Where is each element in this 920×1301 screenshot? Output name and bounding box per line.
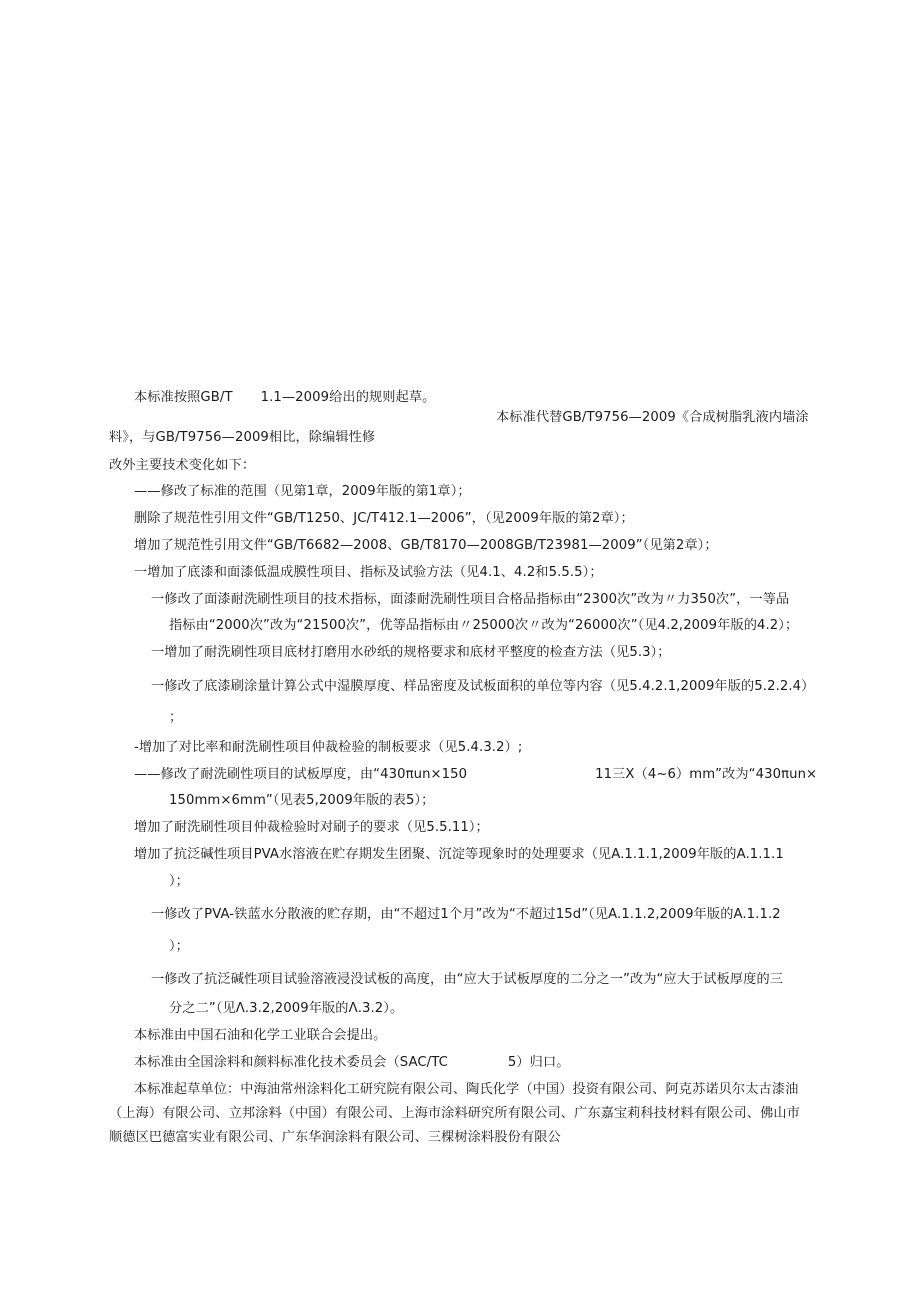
- change-item-text-a: ——修改了耐洗刷性项目的试板厚度，由“430πun×150: [134, 767, 468, 782]
- foreword-line-changes-intro: [109, 458, 255, 474]
- foreword-line-compare: [109, 430, 375, 446]
- changes-intro-text: 改外主要技术变化如下：: [109, 458, 256, 473]
- replaces-text: 本标准代替GB/T9756—2009《合成树脂乳液内墙涂: [496, 410, 809, 425]
- foreword-proposer: 本标准由中国石油和化学工业联合会提出。: [134, 1028, 387, 1043]
- tc-text-b: 5）归口。: [507, 1055, 570, 1070]
- foreword-line-replaces: [496, 410, 809, 426]
- change-item-continued: ）；: [169, 874, 189, 889]
- change-item: 一修改了抗泛碱性项目试验溶液浸没试板的高度，由“应大于试板厚度的二分之一”改为“应大于试板厚度的三: [151, 972, 784, 987]
- change-item-continued: 指标由“2000次”改为“21500次”，优等品指标由〃25000次〃改为“26000次”（见4.2,2009年版的4.2）；: [169, 618, 799, 633]
- rules-text-b: 1.1—2009给出的规则起草。: [260, 390, 436, 405]
- tc-text-a: 本标准由全国涂料和颜料标准化技术委员会（SAC/TC: [134, 1055, 448, 1070]
- change-item-continued: ；: [169, 710, 183, 725]
- change-item-continued: 150mm×6mm”（见表5,2009年版的表5）；: [169, 793, 435, 808]
- foreword-line-rules: [134, 390, 435, 406]
- drafting-units-line: （上海）有限公司、立邦涂料（中国）有限公司、上海市涂料研究所有限公司、广东嘉宝莉科技材料有限公司、佛山市: [109, 1106, 800, 1121]
- change-item: -增加了对比率和耐洗刷性项目仲裁检验的制板要求（见5.4.3.2）;: [134, 740, 523, 755]
- change-item: 增加了抗泛碱性项目PVA水溶液在贮存期发生团聚、沉淀等现象时的处理要求（见A.1.1.1,2009年版的A.1.1.1: [134, 847, 784, 862]
- compare-text: 料》，与GB/T9756—2009相比，除编辑性修: [109, 430, 376, 445]
- change-item-continued: 分之二”（见Λ.3.2,2009年版的Λ.3.2）。: [169, 1001, 404, 1016]
- change-item: ——修改了标准的范围（见第1章，2009年版的第1章）；: [134, 484, 471, 499]
- change-item: 一增加了耐洗刷性项目底材打磨用水砂纸的规格要求和底材平整度的检查方法（见5.3）；: [151, 645, 671, 660]
- change-item: 增加了规范性引用文件“GB/T6682—2008、GB/T8170—2008GB/T23981—2009”（见第2章）；: [134, 538, 718, 553]
- change-item-continued: ）；: [169, 939, 189, 954]
- change-item: 一修改了面漆耐洗刷性项目的技术指标，面漆耐洗刷性项目合格品指标由“2300次”改为〃力350次”，一等品: [151, 592, 790, 607]
- change-item: 删除了规范性引用文件“GB/T1250、JC/T412.1—2006”，（见2009年版的第2章）；: [134, 511, 634, 526]
- foreword-technical-committee: [134, 1055, 570, 1071]
- rules-text-a: 本标准按照GB/T: [134, 390, 233, 405]
- drafting-units-line: 顺德区巴德富实业有限公司、广东华润涂料有限公司、三棵树涂料股份有限公: [109, 1130, 561, 1145]
- change-item-text-b: 11三X（4~6）mm”改为“430πun×: [595, 767, 818, 782]
- change-item: [134, 767, 817, 783]
- drafting-units-line: 本标准起草单位：中海油常州涂料化工研究院有限公司、陶氏化学（中国）投资有限公司、阿克苏诺贝尔太古漆油: [134, 1082, 799, 1097]
- change-item: 一增加了底漆和面漆低温成膜性项目、指标及试验方法（见4.1、4.2和5.5.5）；: [134, 565, 603, 580]
- change-item: 一修改了PVA-铁蓝水分散液的贮存期，由“不超过1个月”改为“不超过15d”（见A.1.1.2,2009年版的A.1.1.2: [151, 907, 781, 922]
- change-item: 增加了耐洗刷性项目仲裁检验时对刷子的要求（见5.5.11）；: [134, 820, 489, 835]
- change-item: 一修改了底漆刷涂量计算公式中湿膜厚度、样品密度及试板面积的单位等内容（见5.4.2.1,2009年版的5.2.2.4）: [151, 679, 815, 694]
